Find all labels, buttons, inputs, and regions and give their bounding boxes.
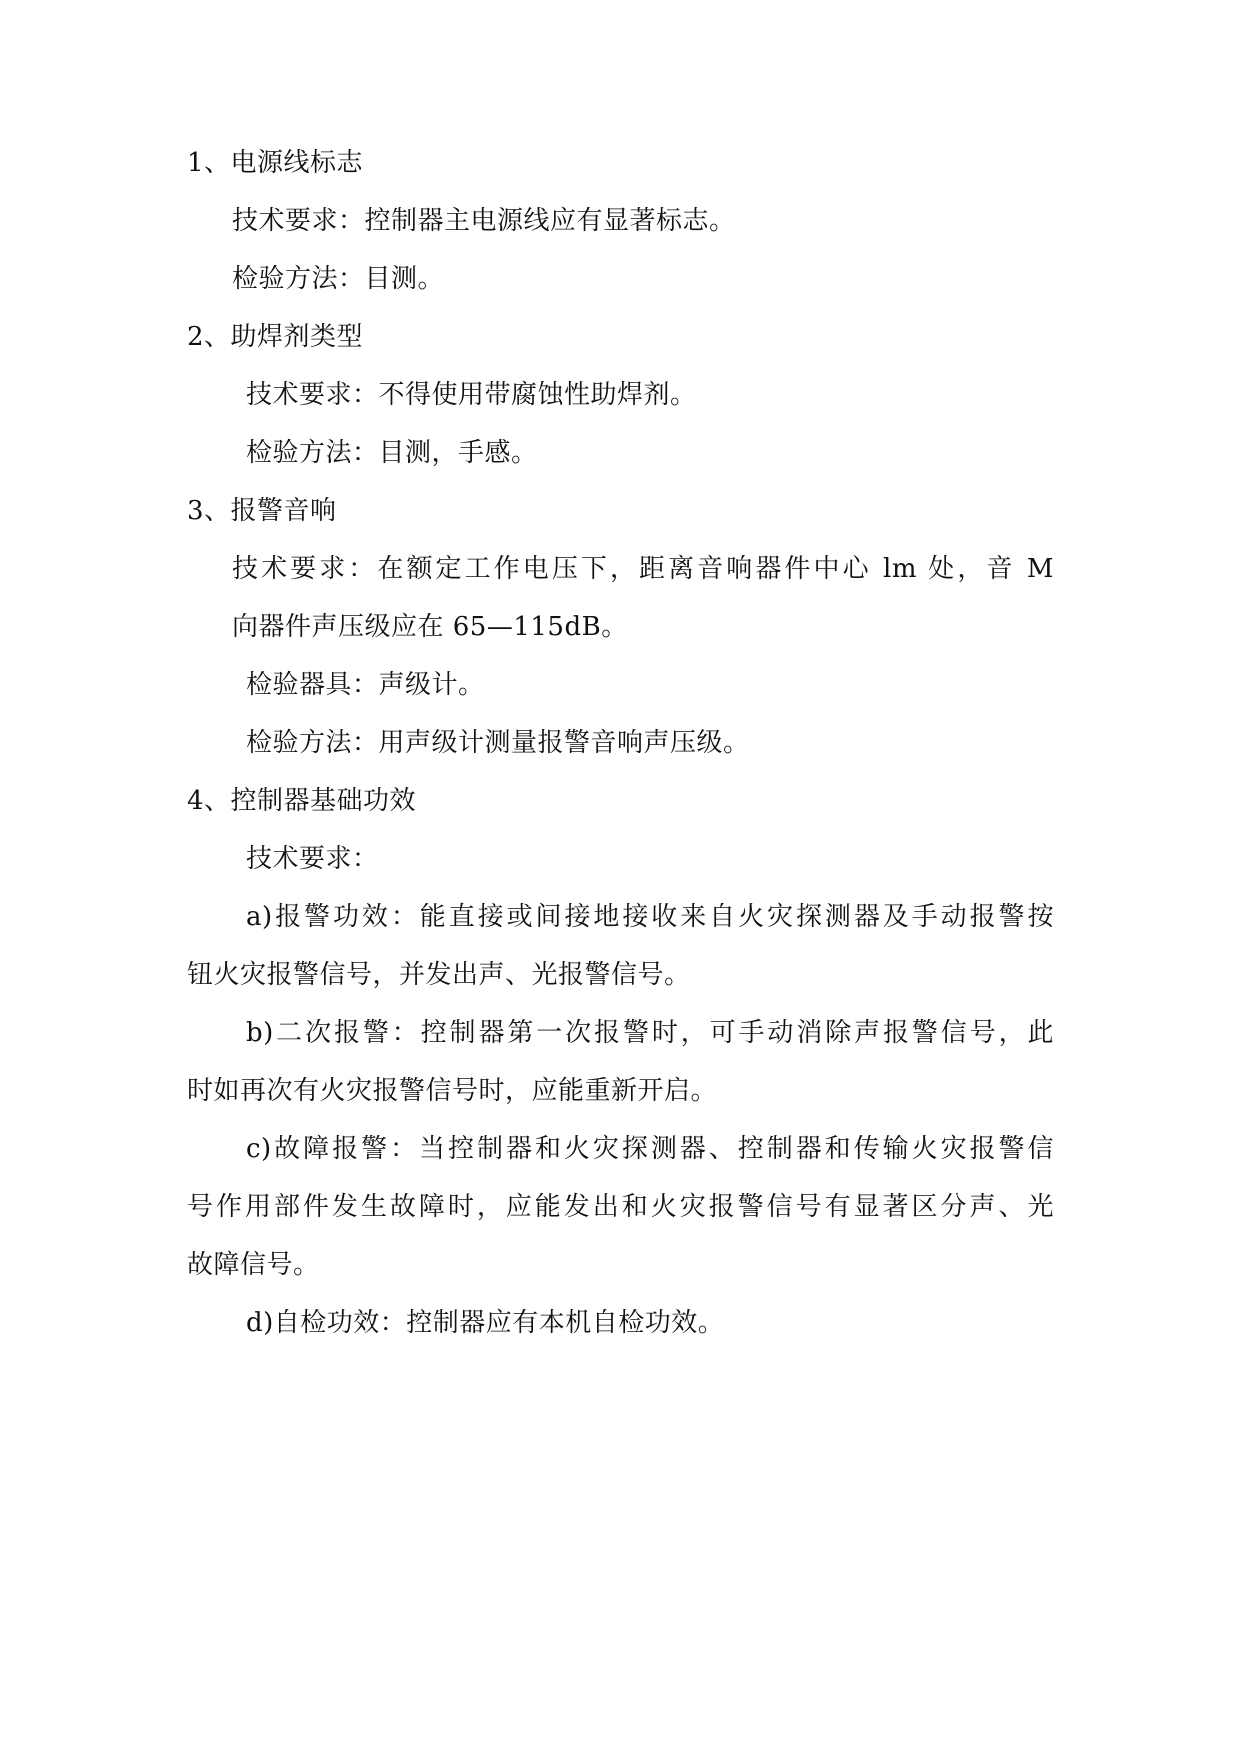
alarm-function-line: a)报警功效：能直接或间接地接收来自火灾探测器及手动报警按 — [246, 902, 1054, 932]
inspection-tool-line: 检验器具：声级计。 — [246, 670, 485, 700]
tech-requirement-line: 技术要求：在额定工作电压下，距离音响器件中心 lm 处，音 M — [232, 554, 1054, 584]
tech-requirement-label: 技术要求： — [246, 844, 379, 874]
section-heading-flux-type: 2、助焊剂类型 — [187, 322, 364, 352]
inspection-method-line: 检验方法：目测。 — [232, 264, 445, 294]
section-heading-alarm-sound: 3、报警音响 — [187, 496, 337, 526]
tech-requirement-line: 技术要求：控制器主电源线应有显著标志。 — [232, 206, 736, 236]
fault-alarm-line: c)故障报警：当控制器和火灾探测器、控制器和传输火灾报警信 — [246, 1134, 1054, 1164]
alarm-function-continuation: 钮火灾报警信号，并发出声、光报警信号。 — [187, 960, 691, 990]
fault-alarm-continuation: 号作用部件发生故障时，应能发出和火灾报警信号有显著区分声、光 — [187, 1192, 1054, 1222]
section-heading-power-cord-marking: 1、电源线标志 — [187, 148, 364, 178]
secondary-alarm-continuation: 时如再次有火灾报警信号时，应能重新开启。 — [187, 1076, 718, 1106]
inspection-method-line: 检验方法：用声级计测量报警音响声压级。 — [246, 728, 750, 758]
tech-requirement-continuation: 向器件声压级应在 65—115dB。 — [232, 612, 628, 642]
tech-requirement-line: 技术要求：不得使用带腐蚀性助焊剂。 — [246, 380, 697, 410]
fault-alarm-continuation-end: 故障信号。 — [187, 1250, 320, 1280]
inspection-method-line: 检验方法：目测，手感。 — [246, 438, 538, 468]
secondary-alarm-line: b)二次报警：控制器第一次报警时，可手动消除声报警信号，此 — [246, 1018, 1054, 1048]
self-test-function-line: d)自检功效：控制器应有本机自检功效。 — [246, 1308, 725, 1338]
section-heading-controller-basic-functions: 4、控制器基础功效 — [187, 786, 417, 816]
